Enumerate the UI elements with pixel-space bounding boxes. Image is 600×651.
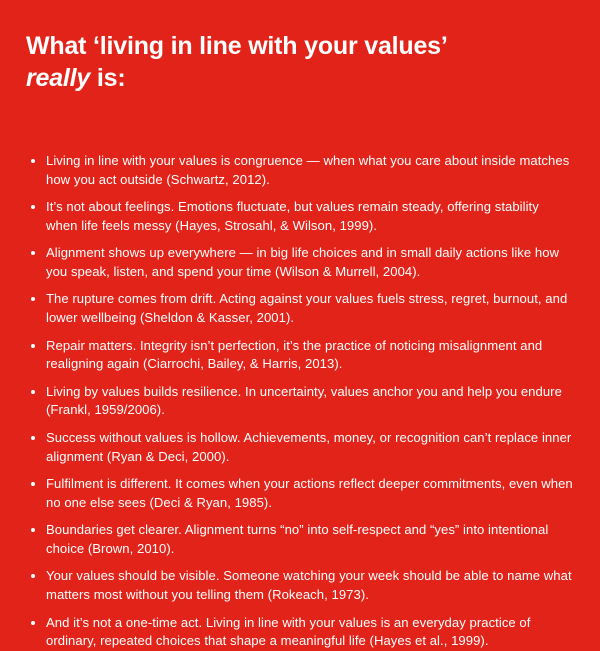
title-line-2 bbox=[26, 62, 566, 94]
title-line-1: What ‘living in line with your values’ bbox=[26, 32, 448, 60]
list-item: Your values should be visible. Someone watching your week should be able to name what matters most without you telling them (Rokeach, 1973). bbox=[26, 567, 574, 604]
list-item: Fulfilment is different. It comes when your actions reflect deeper commitments, even when no one else sees (Deci & Ryan, 1985). bbox=[26, 475, 574, 512]
list-item: Alignment shows up everywhere — in big life choices and in small daily actions like how you speak, listen, and spend your time (Wilson & Murrell, 2004). bbox=[26, 244, 574, 281]
list-item: The rupture comes from drift. Acting against your values fuels stress, regret, burnout, and lower wellbeing (Sheldon & Kasser, 2001). bbox=[26, 290, 574, 327]
list-item: Living by values builds resilience. In uncertainty, values anchor you and help you endure (Frankl, 1959/2006). bbox=[26, 383, 574, 420]
list-item: And it’s not a one-time act. Living in line with your values is an everyday practice of ordinary, repeated choices that shape a meaningful life (Hayes et al., 1999). bbox=[26, 614, 574, 651]
title-emphasis: really bbox=[26, 64, 91, 92]
list-item: Living in line with your values is congruence — when what you care about inside matches how you act outside (Schwartz, 2012). bbox=[26, 152, 574, 189]
list-item: Boundaries get clearer. Alignment turns “no” into self-respect and “yes” into intentional choice (Brown, 2010). bbox=[26, 521, 574, 558]
list-item: Repair matters. Integrity isn’t perfection, it’s the practice of noticing misalignment and realigning again (Ciarrochi, Bailey, & Harris, 2013). bbox=[26, 337, 574, 374]
title-line-2-rest: is: bbox=[90, 64, 126, 92]
bullet-list bbox=[26, 152, 574, 651]
list-item: Success without values is hollow. Achievements, money, or recognition can’t replace inner alignment (Ryan & Deci, 2000). bbox=[26, 429, 574, 466]
list-item: It’s not about feelings. Emotions fluctuate, but values remain steady, offering stability when life feels messy (Hayes, Strosahl, & Wilson, 1999). bbox=[26, 198, 574, 235]
page-title bbox=[26, 30, 566, 94]
